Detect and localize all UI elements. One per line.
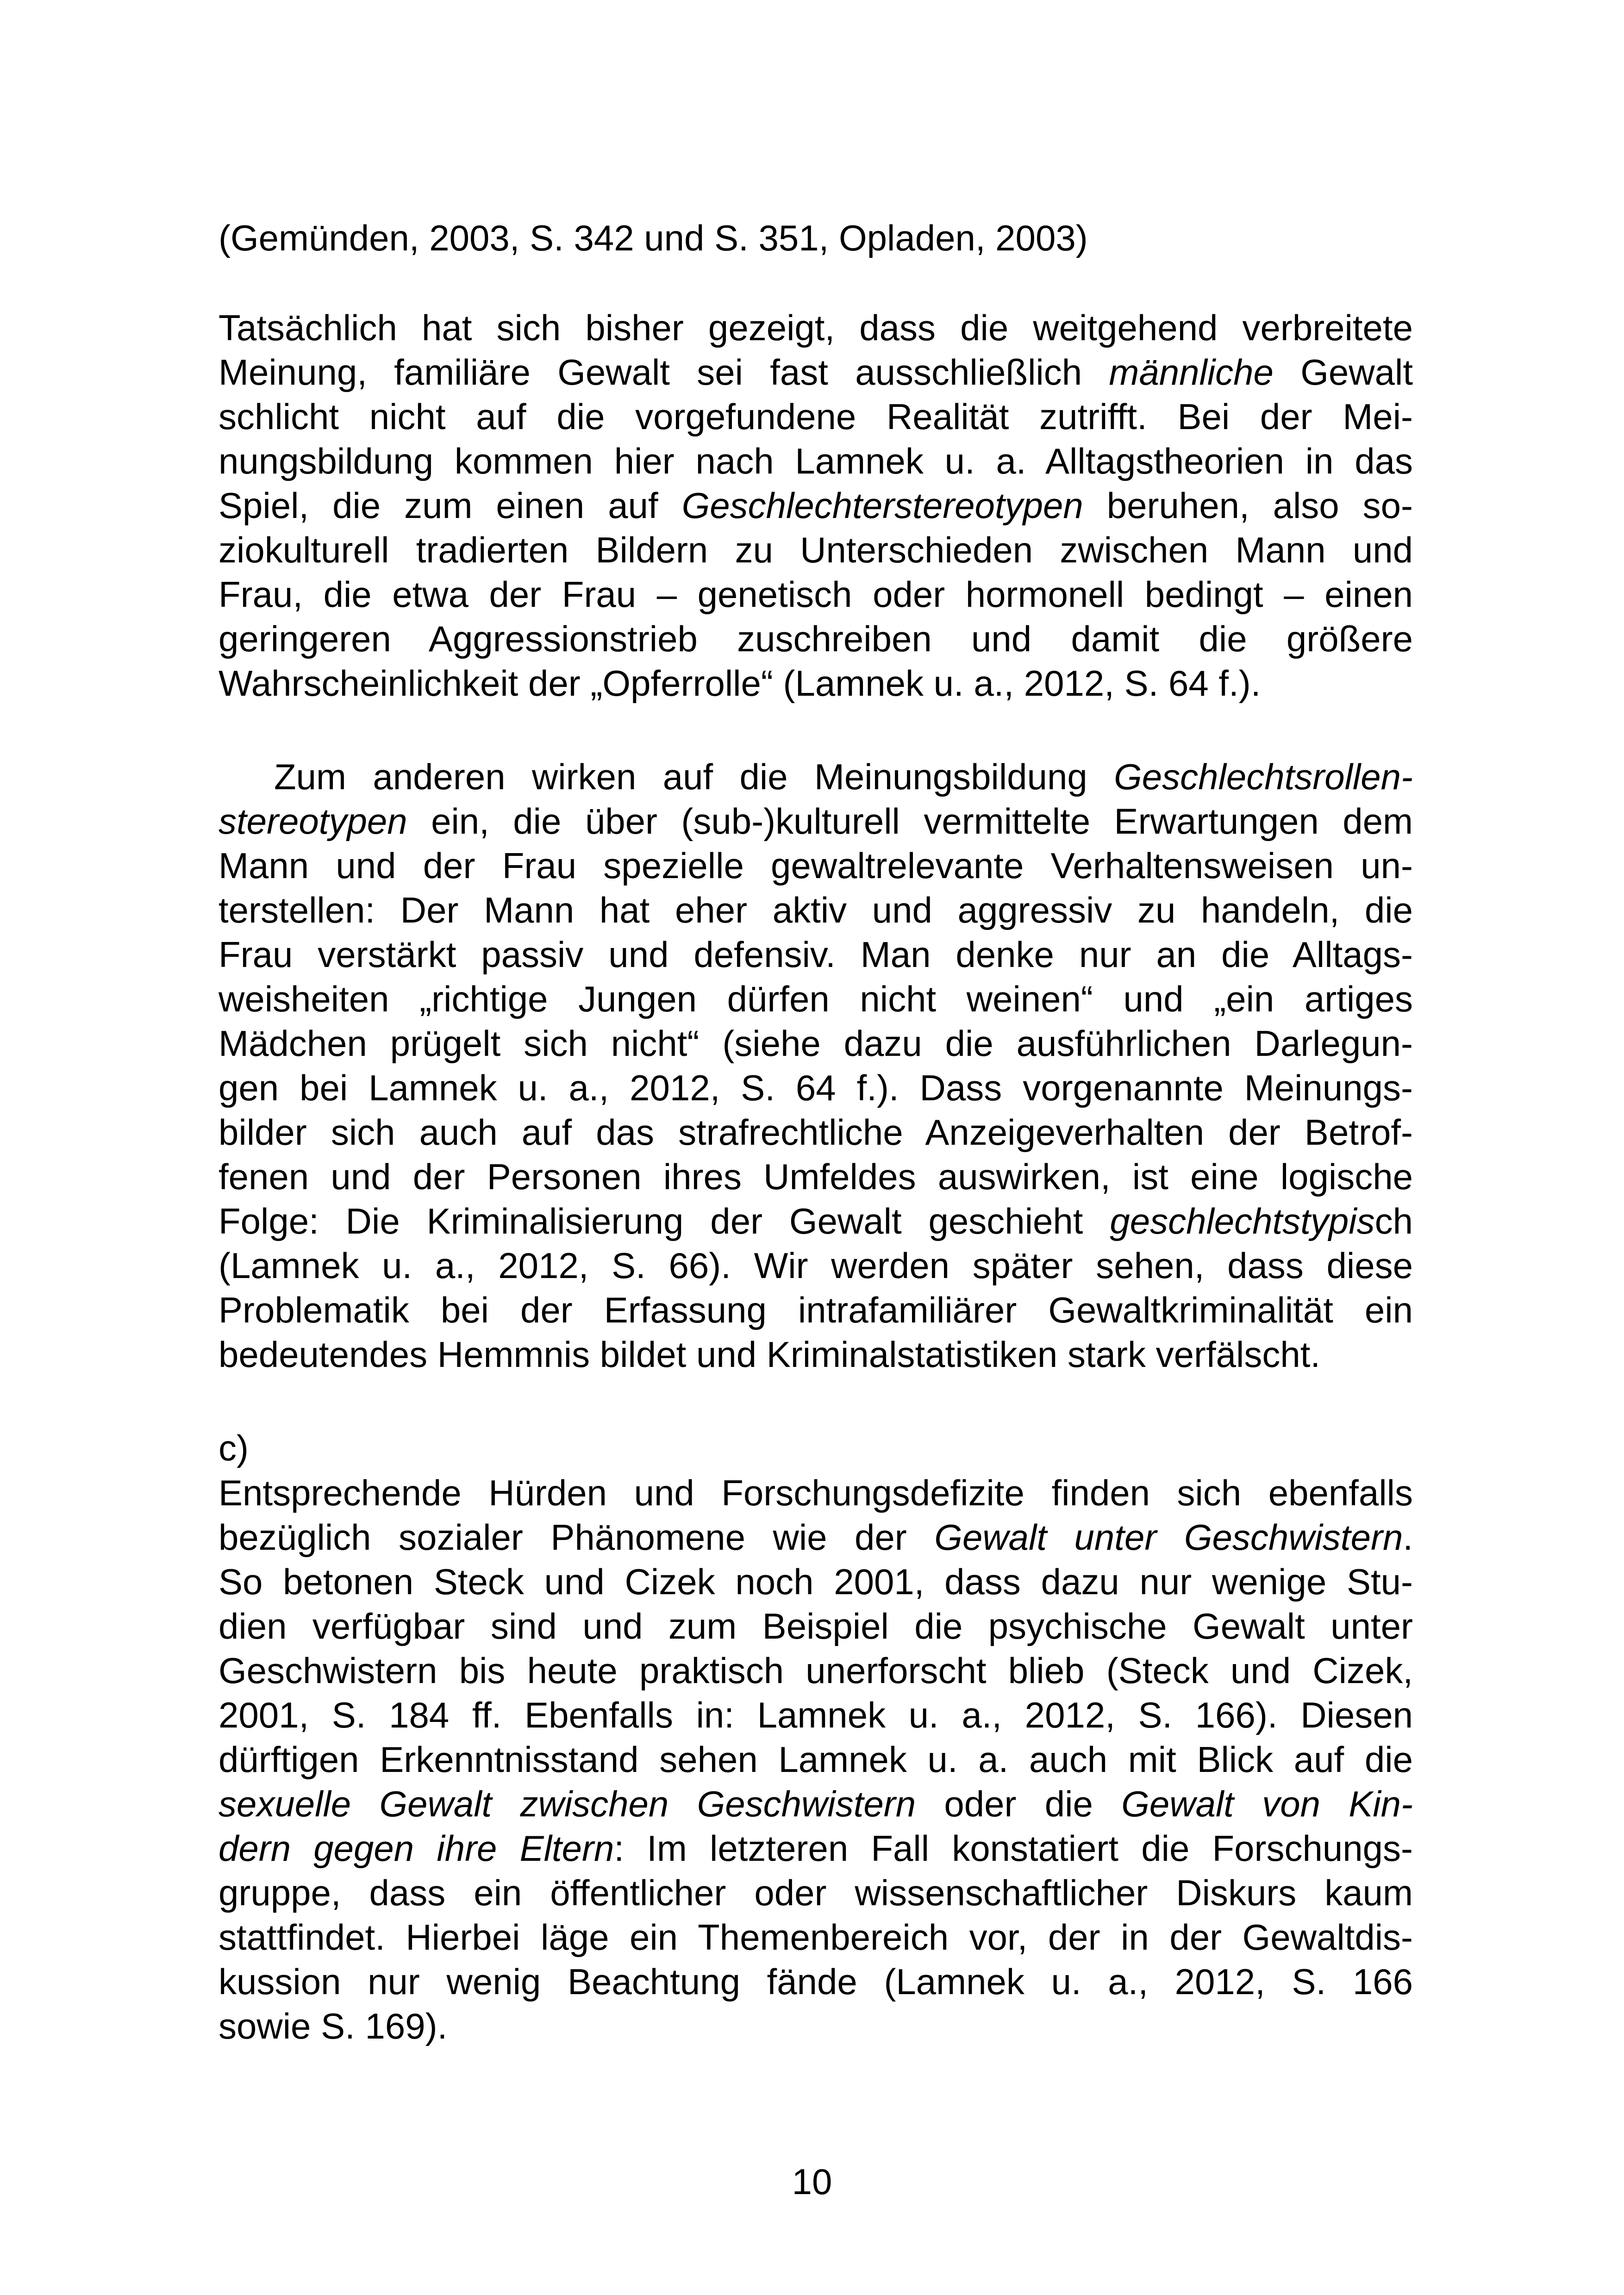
text-segment: ch	[1374, 1201, 1413, 1241]
text-segment: gruppe, dass ein öffentlicher oder wissenschaftlicher Diskurs kaum	[219, 1872, 1413, 1913]
italic-emphasis: Gewalt von Kin-	[1121, 1784, 1413, 1824]
italic-emphasis: Geschlechtsrollen-	[1114, 756, 1413, 797]
text-line	[219, 977, 1413, 1021]
text-segment: Entsprechende Hürden und Forschungsdefizite finden sich ebenfalls	[219, 1472, 1413, 1513]
italic-emphasis: dern gegen ihre Eltern	[219, 1828, 614, 1869]
text-segment: ein, die über (sub-)kulturell vermittelte Erwartungen dem	[407, 801, 1413, 842]
text-line	[219, 439, 1413, 483]
italic-emphasis: männliche	[1109, 352, 1274, 393]
text-line	[219, 1471, 1413, 1515]
text-line	[219, 1782, 1413, 1826]
text-line	[219, 1915, 1413, 1959]
text-segment: kussion nur wenig Beachtung fände (Lamnek u. a., 2012, S. 166	[219, 1961, 1413, 2002]
text-segment: 2001, S. 184 ff. Ebenfalls in: Lamnek u. a., 2012, S. 166). Diesen	[219, 1695, 1413, 1735]
text-segment: beruhen, also so-	[1083, 485, 1413, 526]
text-line	[219, 1693, 1413, 1737]
text-line	[219, 1021, 1413, 1066]
text-segment: Gewalt	[1273, 352, 1413, 393]
text-segment: terstellen: Der Mann hat eher aktiv und aggressiv zu handeln, die	[219, 890, 1413, 930]
text-line	[219, 1243, 1413, 1288]
text-line	[219, 888, 1413, 932]
text-segment: Mann und der Frau spezielle gewaltrelevante Verhaltensweisen un-	[219, 845, 1413, 886]
text-segment: bilder sich auch auf das strafrechtliche Anzeigeverhalten der Betrof-	[219, 1112, 1413, 1153]
text-segment: Zum anderen wirken auf die Meinungsbildung	[274, 756, 1114, 797]
text-segment: oder die	[916, 1784, 1122, 1824]
text-segment: Tatsächlich hat sich bisher gezeigt, dass die weitgehend verbreitete	[219, 307, 1413, 348]
citation-line	[219, 216, 1413, 260]
text-segment: weisheiten „richtige Jungen dürfen nicht weinen“ und „ein artiges	[219, 979, 1413, 1019]
text-segment: (Lamnek u. a., 2012, S. 66). Wir werden später sehen, dass diese	[219, 1245, 1413, 1286]
text-line	[219, 1154, 1413, 1199]
text-segment: Geschwistern bis heute praktisch unerforscht blieb (Steck und Cizek,	[219, 1650, 1413, 1691]
text-line	[219, 2004, 1413, 2048]
text-segment: bezüglich sozialer Phänomene wie der	[219, 1517, 935, 1558]
text-line	[219, 483, 1413, 528]
text-line	[219, 799, 1413, 843]
text-segment: Frau verstärkt passiv und defensiv. Man denke nur an die Alltags-	[219, 934, 1413, 975]
text-segment: gen bei Lamnek u. a., 2012, S. 64 f.). Dass vorgenannte Meinungs-	[219, 1067, 1413, 1108]
text-segment: stattfindet. Hierbei läge ein Themenbereich vor, der in der Gewaltdis-	[219, 1917, 1413, 1958]
text-segment: .	[1403, 1517, 1413, 1558]
text-line	[219, 843, 1413, 888]
text-line	[219, 1332, 1413, 1377]
text-segment: geringeren Aggressionstrieb zuschreiben und damit die größere	[219, 618, 1413, 659]
text-segment: sowie S. 169).	[219, 2006, 448, 2046]
text-segment: Spiel, die zum einen auf	[219, 485, 682, 526]
text-line	[219, 1515, 1413, 1559]
text-line	[219, 1110, 1413, 1154]
text-line	[219, 1648, 1413, 1693]
italic-emphasis: stereotypen	[219, 801, 407, 842]
text-line	[219, 394, 1413, 439]
text-segment: dien verfügbar sind und zum Beispiel die psychische Gewalt unter	[219, 1606, 1413, 1646]
italic-emphasis: Gewalt unter Geschwistern	[934, 1517, 1403, 1558]
text-line	[219, 932, 1413, 977]
text-line	[219, 306, 1413, 350]
text-line	[219, 617, 1413, 661]
text-segment: bedeutendes Hemmnis bildet und Kriminalstatistiken stark verfälscht.	[219, 1334, 1321, 1375]
text-line	[219, 1559, 1413, 1604]
text-line	[219, 1959, 1413, 2004]
text-segment: fenen und der Personen ihres Umfeldes auswirken, ist eine logische	[219, 1156, 1413, 1197]
text-segment: Meinung, familiäre Gewalt sei fast ausschließlich	[219, 352, 1109, 393]
text-segment: nungsbildung kommen hier nach Lamnek u. a. Alltagstheorien in das	[219, 441, 1413, 481]
text-line	[219, 661, 1413, 705]
text-segment: schlicht nicht auf die vorgefundene Realität zutrifft. Bei der Mei-	[219, 396, 1413, 437]
text-line	[219, 1066, 1413, 1110]
text-segment: ziokulturell tradierten Bildern zu Unterschieden zwischen Mann und	[219, 530, 1413, 570]
text-line	[219, 1737, 1413, 1782]
text-segment: Mädchen prügelt sich nicht“ (siehe dazu die ausführlichen Darlegun-	[219, 1023, 1413, 1064]
text-line	[219, 1871, 1413, 1915]
italic-emphasis: geschlechtstypis	[1110, 1201, 1375, 1241]
text-line	[219, 528, 1413, 572]
italic-emphasis: Geschlechterstereotypen	[681, 485, 1083, 526]
text-segment: dürftigen Erkenntnisstand sehen Lamnek u. a. auch mit Blick auf die	[219, 1739, 1413, 1780]
text-line	[219, 350, 1413, 394]
text-segment: Frau, die etwa der Frau – genetisch oder hormonell bedingt – einen	[219, 574, 1413, 615]
citation-text: (Gemünden, 2003, S. 342 und S. 351, Opladen, 2003)	[219, 218, 1088, 258]
text-line	[274, 755, 1413, 799]
text-segment: : Im letzteren Fall konstatiert die Forschungs-	[614, 1828, 1413, 1869]
text-line	[219, 1426, 1413, 1470]
text-line	[219, 1826, 1413, 1871]
text-line	[219, 1288, 1413, 1332]
text-segment: c)	[219, 1428, 249, 1468]
text-line	[219, 572, 1413, 617]
text-segment: Wahrscheinlichkeit der „Opferrolle“ (Lamnek u. a., 2012, S. 64 f.).	[219, 663, 1261, 704]
text-segment: Problematik bei der Erfassung intrafamiliärer Gewaltkriminalität ein	[219, 1290, 1413, 1330]
page-number: 10	[792, 2161, 832, 2202]
text-segment: Folge: Die Kriminalisierung der Gewalt geschieht	[219, 1201, 1110, 1241]
text-line	[219, 1604, 1413, 1648]
text-segment: So betonen Steck und Cizek noch 2001, dass dazu nur wenige Stu-	[219, 1561, 1413, 1602]
italic-emphasis: sexuelle Gewalt zwischen Geschwistern	[219, 1784, 916, 1824]
text-line	[219, 1199, 1413, 1243]
